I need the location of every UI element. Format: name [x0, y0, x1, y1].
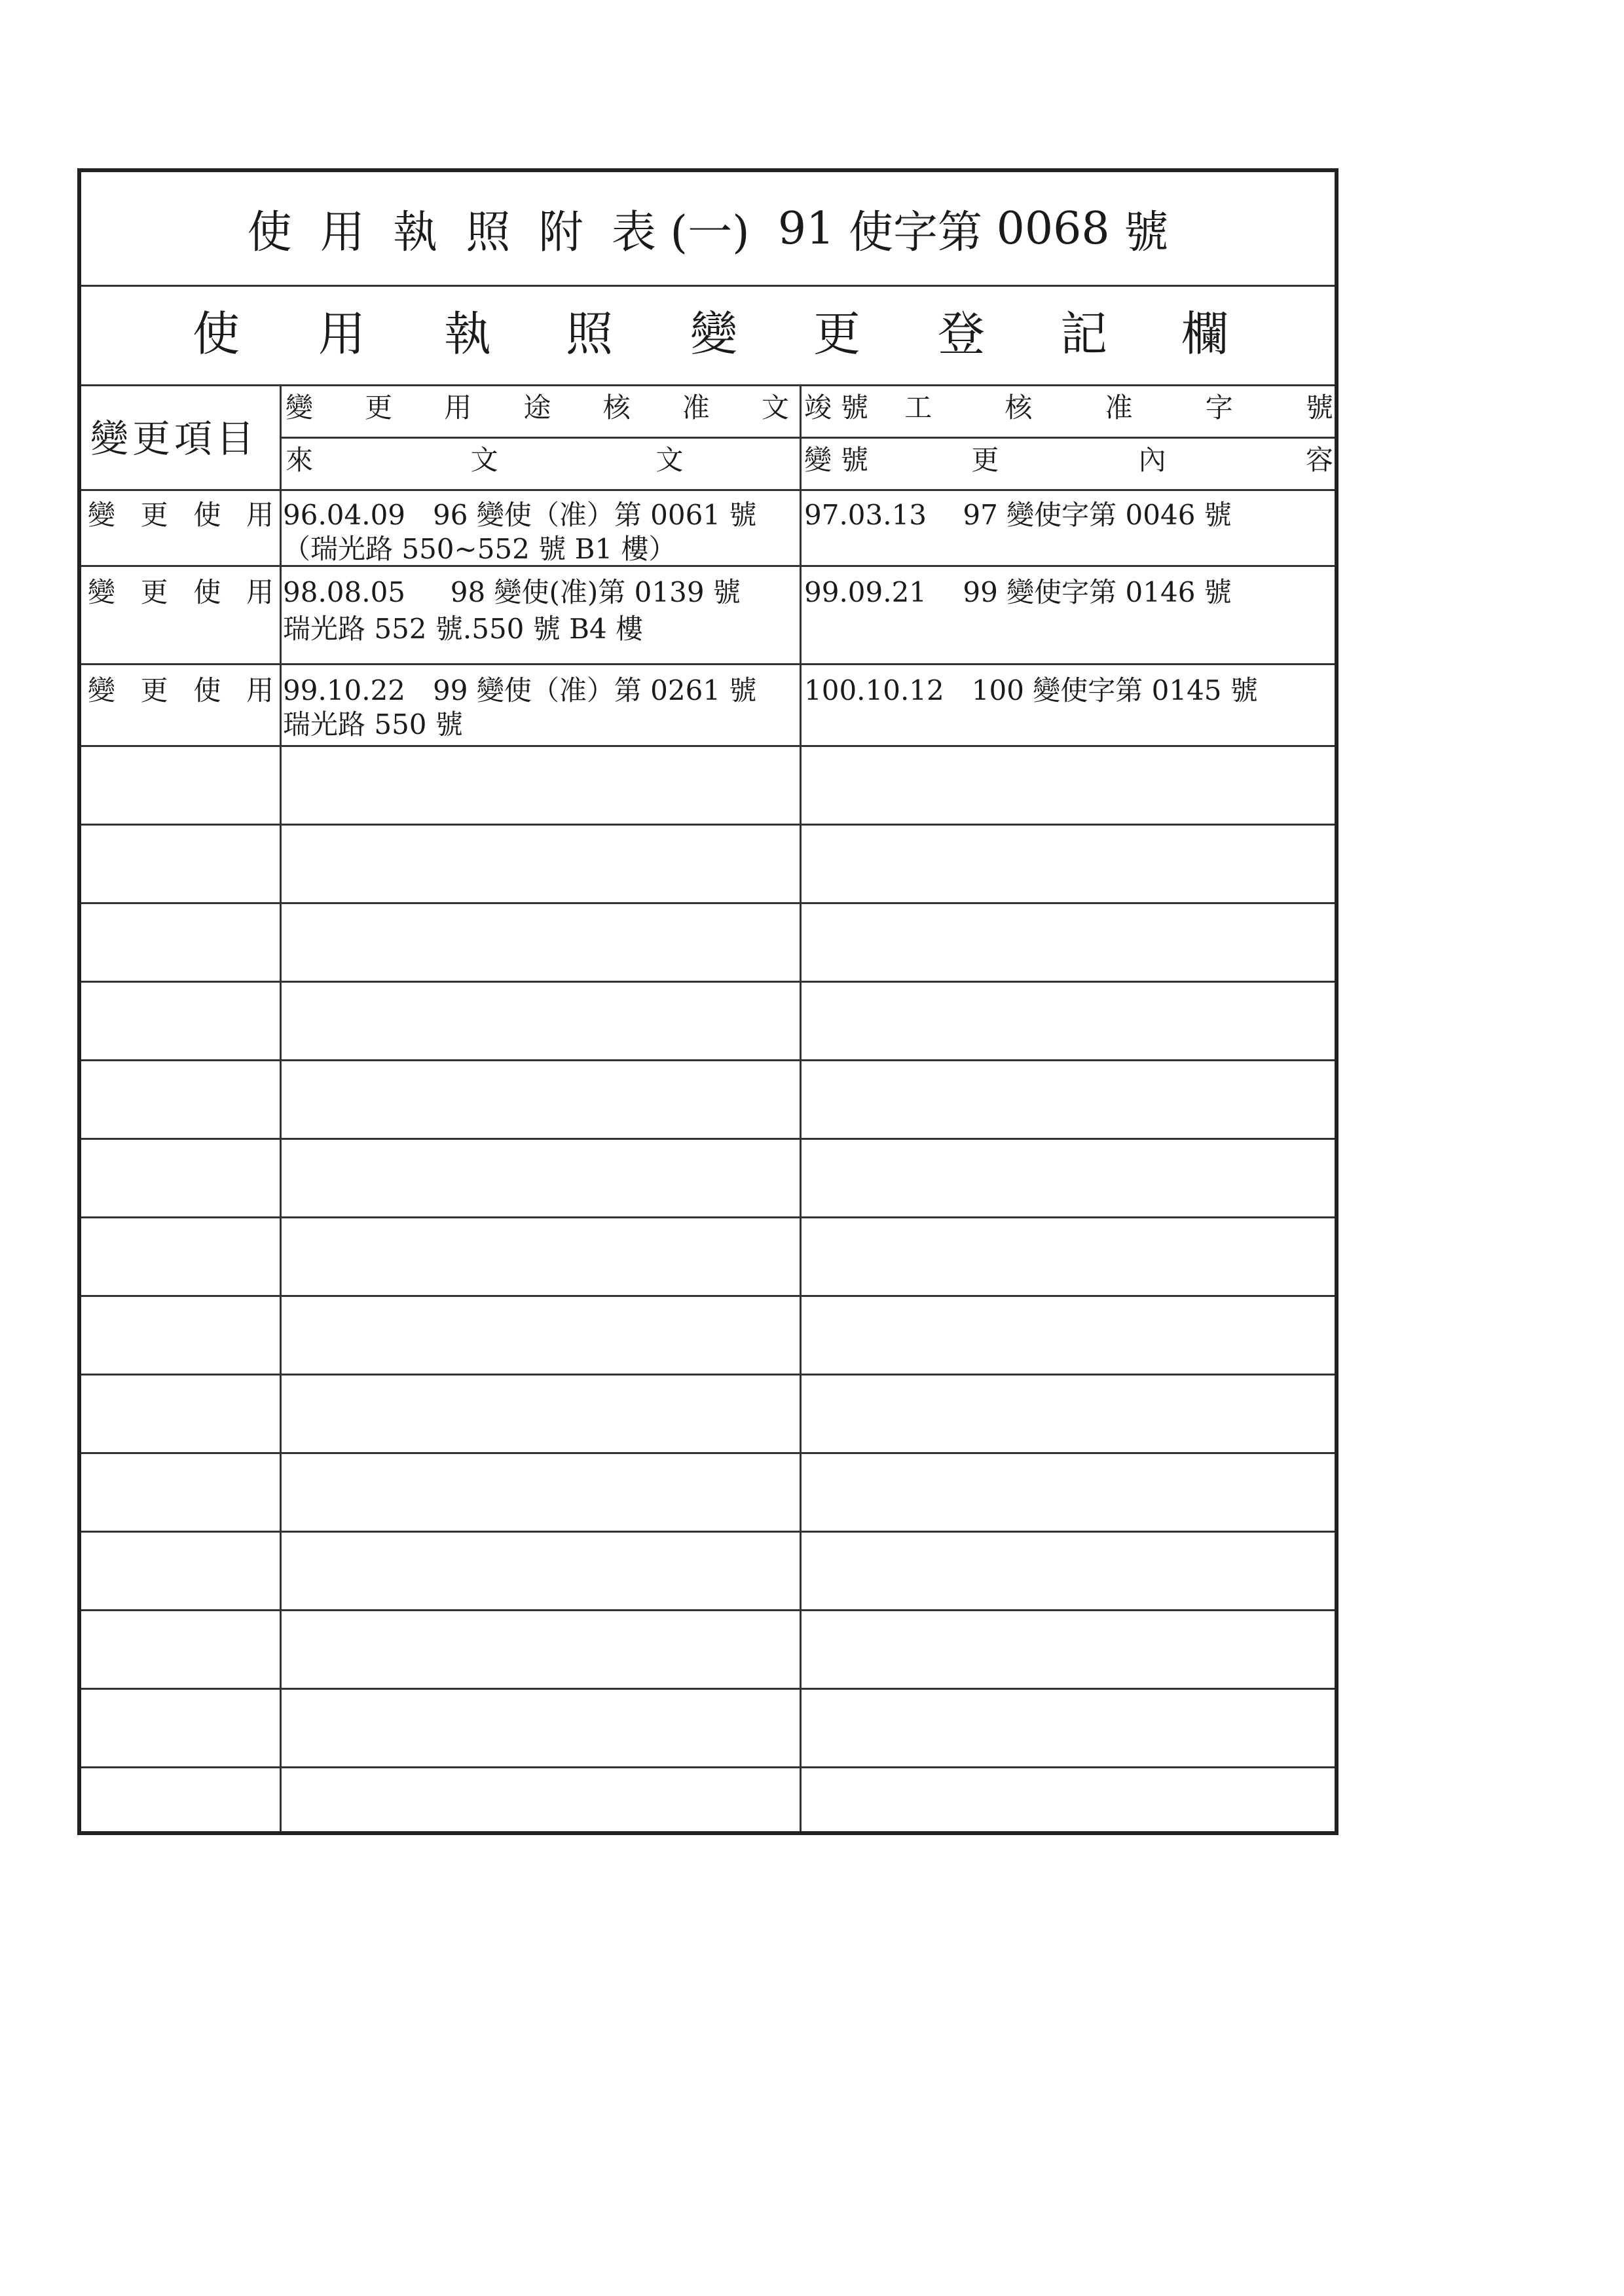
item-char: 變: [88, 576, 116, 608]
section-title: [81, 285, 1335, 386]
item-char: 更: [140, 576, 168, 608]
header-char: 更: [365, 392, 393, 424]
row-divider: [81, 1059, 1335, 1061]
item-char: 用: [246, 674, 274, 706]
section-title-char: 照: [566, 306, 614, 361]
row-divider: [81, 1138, 1335, 1140]
item-char: 使: [193, 576, 221, 608]
document-number: 96.04.09 96 變使（准）第 0061 號: [283, 499, 757, 531]
column-header-document-bottom: [286, 443, 868, 477]
item-char: 使: [193, 499, 221, 531]
section-title-char: 更: [813, 306, 861, 361]
page-title: [81, 172, 1335, 287]
title-part: 執: [393, 206, 438, 259]
row-divider: [81, 981, 1335, 983]
column-header-completion-top: [804, 391, 1333, 425]
header-char: 途: [523, 392, 551, 424]
item-char: 使: [193, 674, 221, 706]
header-char: 竣: [804, 392, 832, 424]
title-part: (一): [670, 206, 750, 259]
row-divider: [81, 1766, 1335, 1768]
header-char: 文: [761, 392, 789, 424]
license-table: [77, 168, 1338, 1835]
row-divider: [81, 1531, 1335, 1533]
item-char: 更: [140, 499, 168, 531]
column-divider: [280, 384, 282, 1831]
section-title-char: 使: [193, 306, 240, 361]
document-address: （瑞光路 550~552 號 B1 樓）: [283, 533, 676, 565]
column-header-document-top: [286, 391, 868, 425]
header-char: 字: [1205, 392, 1233, 424]
header-char: 准: [1105, 392, 1133, 424]
header-char: 變: [286, 392, 314, 424]
title-part: 號: [1124, 206, 1169, 259]
document-address: 瑞光路 550 號: [283, 708, 463, 740]
row-divider: [81, 1374, 1335, 1376]
header-char: 號: [1305, 392, 1333, 424]
header-char: 核: [1005, 392, 1033, 424]
table-row-item: [88, 498, 274, 532]
document-number: 98.08.05 98 變使(准)第 0139 號: [283, 576, 741, 608]
header-char: 容: [1305, 444, 1333, 476]
title-part: 照: [466, 206, 511, 259]
header-char: 用: [444, 392, 472, 424]
row-divider: [81, 745, 1335, 747]
title-part: 使字第: [849, 206, 983, 259]
row-divider: [81, 824, 1335, 826]
section-title-char: 變: [690, 306, 738, 361]
table-row-item: [88, 674, 274, 708]
header-char: 變: [804, 444, 832, 476]
item-char: 變: [88, 674, 116, 706]
title-part: 0068: [996, 202, 1110, 255]
title-part: 表: [611, 206, 656, 259]
document-address: 瑞光路 552 號.550 號 B4 樓: [283, 613, 644, 645]
title-part: 用: [320, 206, 365, 259]
header-divider: [282, 437, 1335, 439]
header-char: 號: [840, 444, 868, 476]
header-char: 准: [682, 392, 710, 424]
completion-number: 99.09.21 99 變使字第 0146 號: [804, 576, 1232, 608]
header-char: 號: [840, 392, 868, 424]
row-divider: [81, 1216, 1335, 1218]
header-char: 核: [602, 392, 631, 424]
header-char: 來: [286, 444, 314, 476]
section-title-char: 記: [1060, 306, 1108, 361]
row-divider: [81, 902, 1335, 904]
header-char: 文: [470, 444, 498, 476]
title-part: 使: [247, 206, 292, 259]
column-divider: [800, 384, 802, 1831]
item-char: 更: [140, 674, 168, 706]
completion-number: 97.03.13 97 變使字第 0046 號: [804, 499, 1232, 531]
row-divider: [81, 663, 1335, 665]
item-char: 變: [88, 499, 116, 531]
section-title-char: 用: [318, 306, 366, 361]
column-header-item: 變更項目: [90, 416, 259, 461]
title-part: 91: [777, 202, 835, 255]
section-title-char: 執: [444, 306, 492, 361]
completion-number: 100.10.12 100 變使字第 0145 號: [804, 674, 1258, 706]
row-divider: [81, 565, 1335, 567]
column-header-completion-bottom: [804, 443, 1333, 477]
item-char: 用: [246, 499, 274, 531]
header-char: 工: [904, 392, 932, 424]
table-row-item: [88, 575, 274, 610]
title-part: 附: [538, 206, 583, 259]
header-char: 文: [655, 444, 684, 476]
header-char: 內: [1138, 444, 1166, 476]
row-divider: [81, 1688, 1335, 1690]
row-divider: [81, 1609, 1335, 1611]
section-title-char: 登: [938, 306, 986, 361]
row-divider: [81, 1452, 1335, 1454]
row-divider: [81, 1295, 1335, 1297]
header-char: 更: [971, 444, 999, 476]
item-char: 用: [246, 576, 274, 608]
document-number: 99.10.22 99 變使（准）第 0261 號: [283, 674, 757, 706]
section-title-char: 欄: [1181, 306, 1229, 361]
